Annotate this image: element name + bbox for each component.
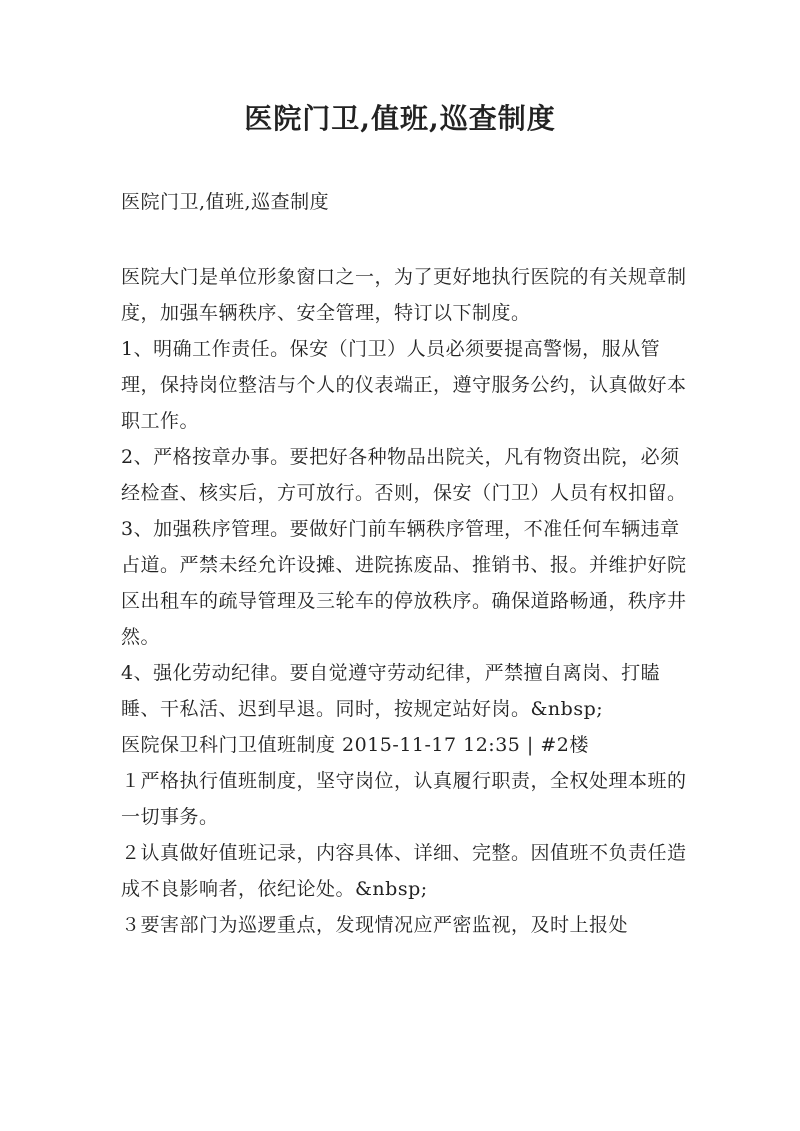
document-title: 医院门卫,值班,巡查制度: [244, 102, 556, 135]
paragraph-duty-1: １严格执行值班制度，坚守岗位，认真履行职责，全权处理本班的一切事务。: [121, 770, 687, 828]
document-body: [121, 259, 687, 943]
paragraph-intro: 医院大门是单位形象窗口之一，为了更好地执行医院的有关规章制度，加强车辆秩序、安全管理，特订以下制度。: [121, 266, 687, 324]
paragraph-item-3: 3、加强秩序管理。要做好门前车辆秩序管理，不准任何车辆违章占道。严禁未经允许设摊、进院拣废品、推销书、报。并维护好院区出租车的疏导管理及三轮车的停放秩序。确保道路畅通，秩序井然。: [121, 518, 687, 648]
paragraph-item-1: 1、明确工作责任。保安（门卫）人员必须要提高警惕，服从管理，保持岗位整洁与个人的仪表端正，遵守服务公约，认真做好本职工作。: [121, 338, 687, 432]
paragraph-duty-2: ２认真做好值班记录，内容具体、详细、完整。因值班不负责任造成不良影响者，依纪论处。&nbsp;: [121, 842, 687, 900]
post-header-line: 医院保卫科门卫值班制度 2015-11-17 12:35 | #2楼: [121, 734, 589, 756]
paragraph-item-2: 2、严格按章办事。要把好各种物品出院关，凡有物资出院，必须经检查、核实后，方可放行。否则，保安（门卫）人员有权扣留。: [121, 446, 687, 504]
paragraph-duty-3: ３要害部门为巡逻重点，发现情况应严密监视，及时上报处: [121, 914, 629, 936]
paragraph-item-4: 4、强化劳动纪律。要自觉遵守劳动纪律，严禁擅自离岗、打瞌睡、干私活、迟到早退。同时，按规定站好岗。&nbsp;: [121, 662, 661, 720]
document-subtitle: 医院门卫,值班,巡查制度: [121, 191, 330, 213]
